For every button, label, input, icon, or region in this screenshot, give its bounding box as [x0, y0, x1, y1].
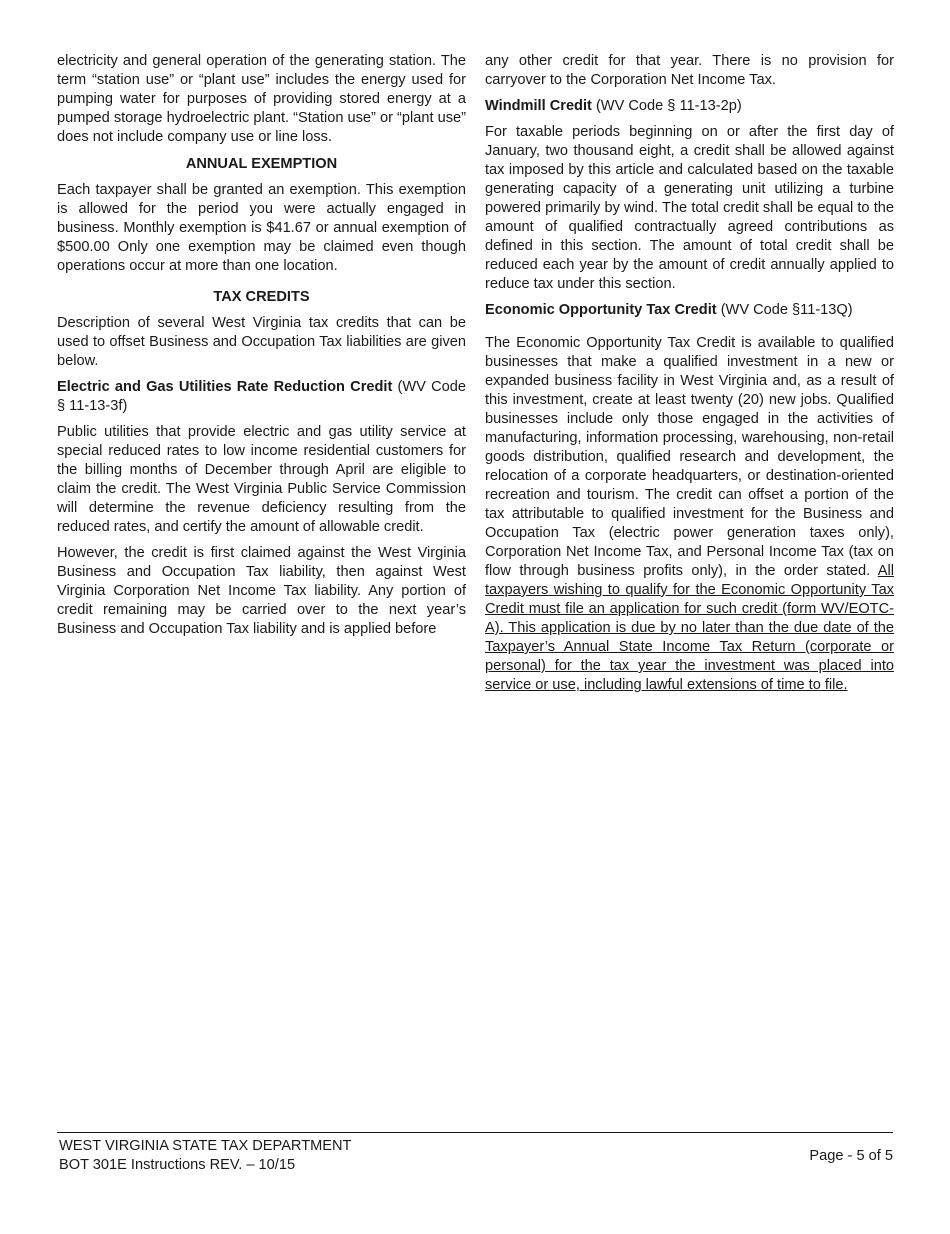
windmill-credit-title: Windmill Credit	[485, 98, 592, 114]
right-column	[485, 52, 894, 702]
eotc-title: Economic Opportunity Tax Credit	[485, 302, 717, 318]
eotc-application-notice: All taxpayers wishing to qualify for the Economic Opportunity Tax Credit must file an application for such credit (form WV/EOTC-A). This application is due by no later than the due date of the Taxpayer’s Annual State Income Tax Return (corporate or personal) for the tax year the investment was placed into service or use, including lawful extensions of time to file.	[485, 563, 894, 693]
eotc-code: (WV Code §11-13Q)	[716, 302, 853, 318]
windmill-credit-paragraph: For taxable periods beginning on or after the first day of January, two thousand eight, a credit shall be allowed against tax imposed by this article and calculated based on the taxable generating capacity of a generating unit utilizing a turbine powered primarily by wind. The total credit shall be equal to the amount of qualified contractually agreed contributions as defined in this section. The amount of total credit shall be reduced each year by the amount of credit annually applied to reduce tax under this section.	[485, 124, 894, 292]
eotc-paragraph	[485, 334, 894, 695]
electric-gas-credit-title: Electric and Gas Utilities Rate Reduction Credit	[57, 379, 393, 395]
electric-gas-credit-paragraph-1: Public utilities that provide electric and gas utility service at special reduced rates to low income residential customers for the billing months of December through April are eligible to claim the credit. The West Virginia Public Service Commission will determine the revenue deficiency resulting from the reduced rates, and certify the amount of allowable credit.	[57, 424, 466, 535]
electric-gas-credit-paragraph-2: However, the credit is first claimed against the West Virginia Business and Occupation Tax liability, then against West Virginia Corporation Net Income Tax liability. Any portion of credit remaining may be carried over to the next year’s Business and Occupation Tax liability and is applied before	[57, 545, 466, 637]
electric-gas-credit-subheading	[57, 378, 466, 416]
windmill-credit-code: (WV Code § 11-13-2p)	[591, 98, 742, 114]
footer-page-number: Page - 5 of 5	[809, 1148, 893, 1164]
eotc-subheading	[485, 301, 894, 320]
electric-gas-credit-code: (WV Code § 11-13-3f)	[57, 379, 466, 414]
windmill-credit-subheading	[485, 97, 894, 116]
footer-left	[59, 1137, 351, 1175]
tax-credits-heading: TAX CREDITS	[213, 289, 310, 305]
tax-credits-intro-paragraph: Description of several West Virginia tax credits that can be used to offset Business and Occupation Tax liabilities are given below.	[57, 315, 466, 369]
eotc-paragraph-text: The Economic Opportunity Tax Credit is available to qualified businesses that make a qualified investment in a new or expanded business facility in West Virginia and, as a result of this investment, create at least twenty (20) new jobs. Qualified businesses include only those engaged in the activities of manufacturing, information processing, warehousing, non-retail goods distribution, qualified research and development, the relocation of a corporate headquarters, or destination-oriented recreation and tourism. The credit can offset a portion of the tax attributable to qualified investment for the Business and Occupation Tax (electric power generation taxes only), Corporation Net Income Tax, and Personal Income Tax (tax on flow through business profits only), in the order stated.	[485, 335, 894, 579]
footer-department: WEST VIRGINIA STATE TAX DEPARTMENT	[59, 1138, 352, 1154]
annual-exemption-heading: ANNUAL EXEMPTION	[185, 156, 338, 172]
station-use-paragraph: electricity and general operation of the generating station. The term “station use” or “plant use” includes the energy used for pumping water for purposes of providing stored energy at a pumped storage hydroelectric plant. “Station use” or “plant use” does not include company use or line loss.	[57, 53, 466, 145]
annual-exemption-paragraph: Each taxpayer shall be granted an exemption. This exemption is allowed for the period you were actually engaged in business. Monthly exemption is $41.67 or annual exemption of $500.00 Only one exemption may be claimed even though operations occur at more than one location.	[57, 182, 466, 274]
footer-form-revision: BOT 301E Instructions REV. – 10/15	[59, 1157, 296, 1173]
page-footer	[57, 1132, 893, 1173]
carryover-continuation-paragraph: any other credit for that year. There is no provision for carryover to the Corporation Net Income Tax.	[485, 53, 894, 88]
left-column	[57, 52, 466, 646]
